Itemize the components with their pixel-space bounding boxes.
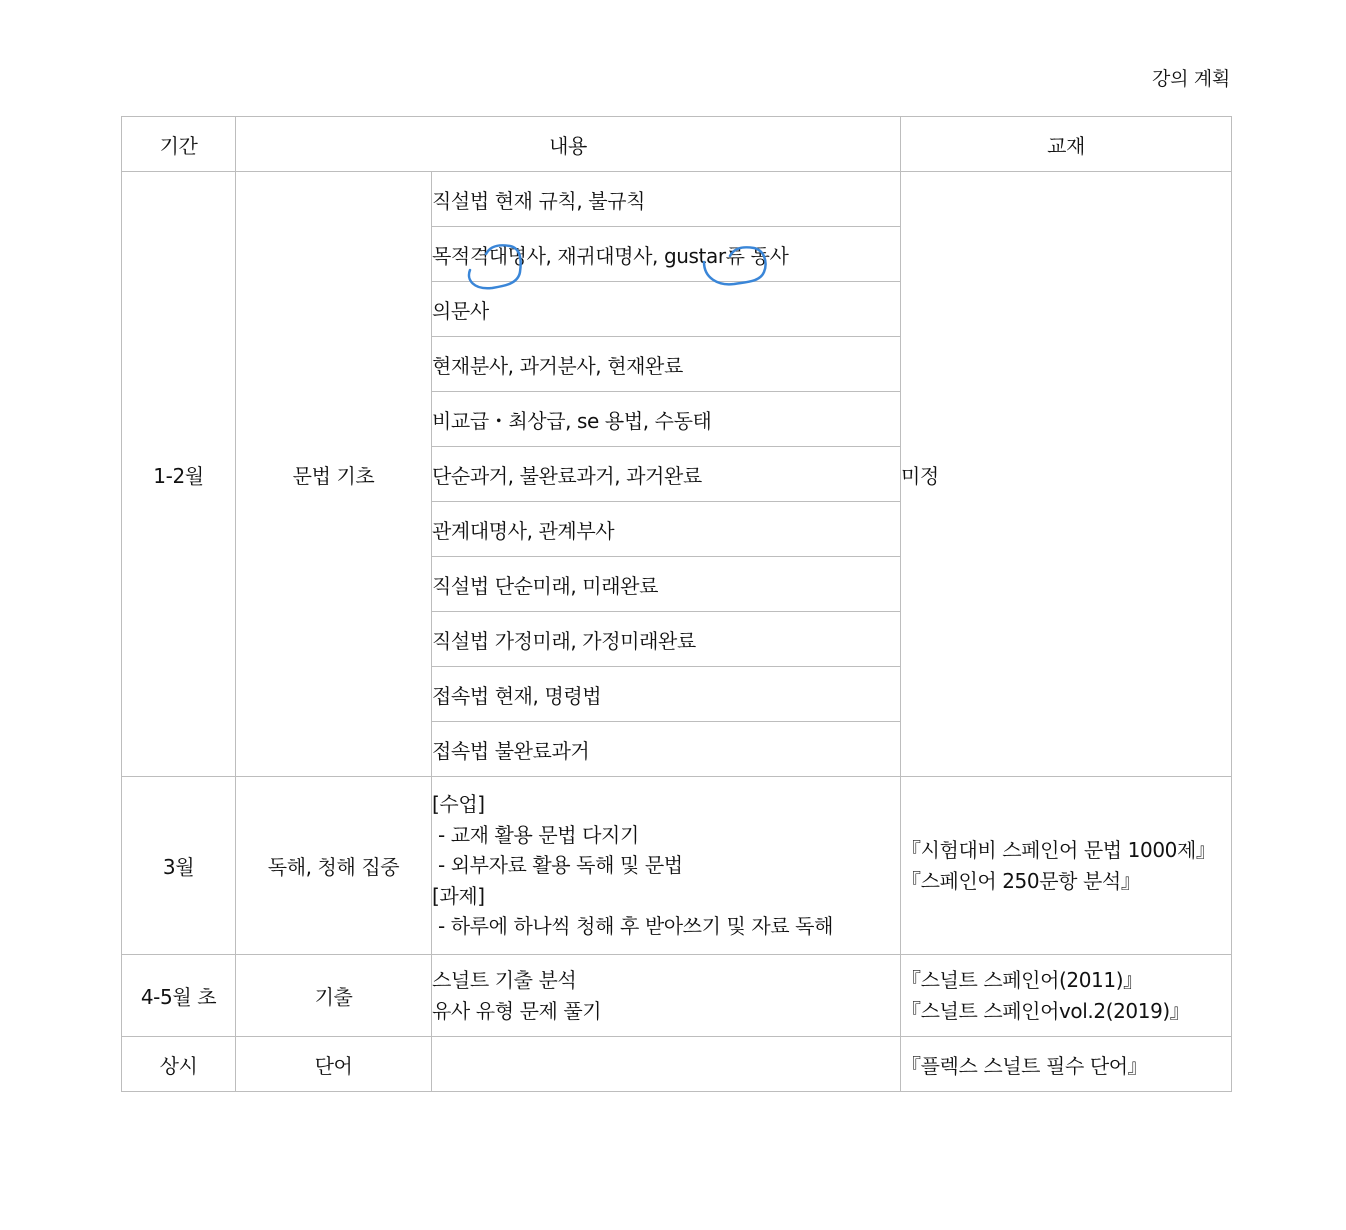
period-cell: 상시 — [122, 1037, 236, 1092]
period-cell: 1-2월 — [122, 172, 236, 777]
document-title: 강의 계획 — [1152, 68, 1230, 90]
table-row — [122, 1037, 1232, 1092]
content-item: 직설법 현재 규칙, 불규칙 — [432, 172, 901, 227]
textbook-line: 『스널트 스페인어(2011)』 — [901, 968, 1143, 992]
content-item: 직설법 가정미래, 가정미래완료 — [432, 612, 901, 667]
period-cell: 3월 — [122, 777, 236, 955]
header-row — [122, 117, 1232, 172]
content-line: - 외부자료 활용 독해 및 문법 — [432, 853, 683, 878]
textbook-line: 『스널트 스페인어vol.2(2019)』 — [901, 998, 1190, 1023]
content-line: [과제] — [432, 883, 485, 908]
header-textbook: 교재 — [901, 117, 1232, 172]
content-item: 접속법 현재, 명령법 — [432, 667, 901, 722]
topic-cell: 단어 — [236, 1037, 432, 1092]
content-item: 접속법 불완료과거 — [432, 722, 901, 777]
content-lines-cell — [432, 777, 901, 955]
table-row — [122, 172, 1232, 227]
content-lines-cell — [432, 955, 901, 1037]
period-cell: 4-5월 초 — [122, 955, 236, 1037]
table-row — [122, 777, 1232, 955]
topic-cell: 독해, 청해 집중 — [236, 777, 432, 955]
header-period: 기간 — [122, 117, 236, 172]
content-line: 유사 유형 문제 풀기 — [432, 998, 602, 1023]
header-content: 내용 — [236, 117, 901, 172]
lecture-plan-table — [121, 116, 1232, 1092]
table-row — [122, 955, 1232, 1037]
textbook-line: 『스페인어 250문항 분석』 — [901, 868, 1141, 893]
textbook-cell — [901, 955, 1232, 1037]
content-item-annotated — [432, 227, 901, 282]
content-item: 단순과거, 불완료과거, 과거완료 — [432, 447, 901, 502]
content-line: - 하루에 하나씩 청해 후 받아쓰기 및 자료 독해 — [432, 914, 833, 939]
textbook-cell — [901, 777, 1232, 955]
textbook-line: 『시험대비 스페인어 문법 1000제』 — [901, 838, 1216, 862]
content-item: 의문사 — [432, 282, 901, 337]
content-line: - 교재 활용 문법 다지기 — [432, 822, 639, 847]
content-empty-cell — [432, 1037, 901, 1092]
content-item: 현재분사, 과거분사, 현재완료 — [432, 337, 901, 392]
annotated-text-wrap — [432, 240, 788, 269]
textbook-cell: 미정 — [901, 172, 1232, 777]
topic-cell: 기출 — [236, 955, 432, 1037]
content-item: 관계대명사, 관계부사 — [432, 502, 901, 557]
topic-cell: 문법 기초 — [236, 172, 432, 777]
content-item: 직설법 단순미래, 미래완료 — [432, 557, 901, 612]
content-line: [수업] — [432, 792, 485, 817]
content-item: 비교급・최상급, se 용법, 수동태 — [432, 392, 901, 447]
content-item-text: 목적격대명사, 재귀대명사, gustar류 동사 — [432, 243, 789, 268]
content-line: 스널트 기출 분석 — [432, 968, 577, 992]
textbook-cell: 『플렉스 스널트 필수 단어』 — [901, 1037, 1232, 1092]
